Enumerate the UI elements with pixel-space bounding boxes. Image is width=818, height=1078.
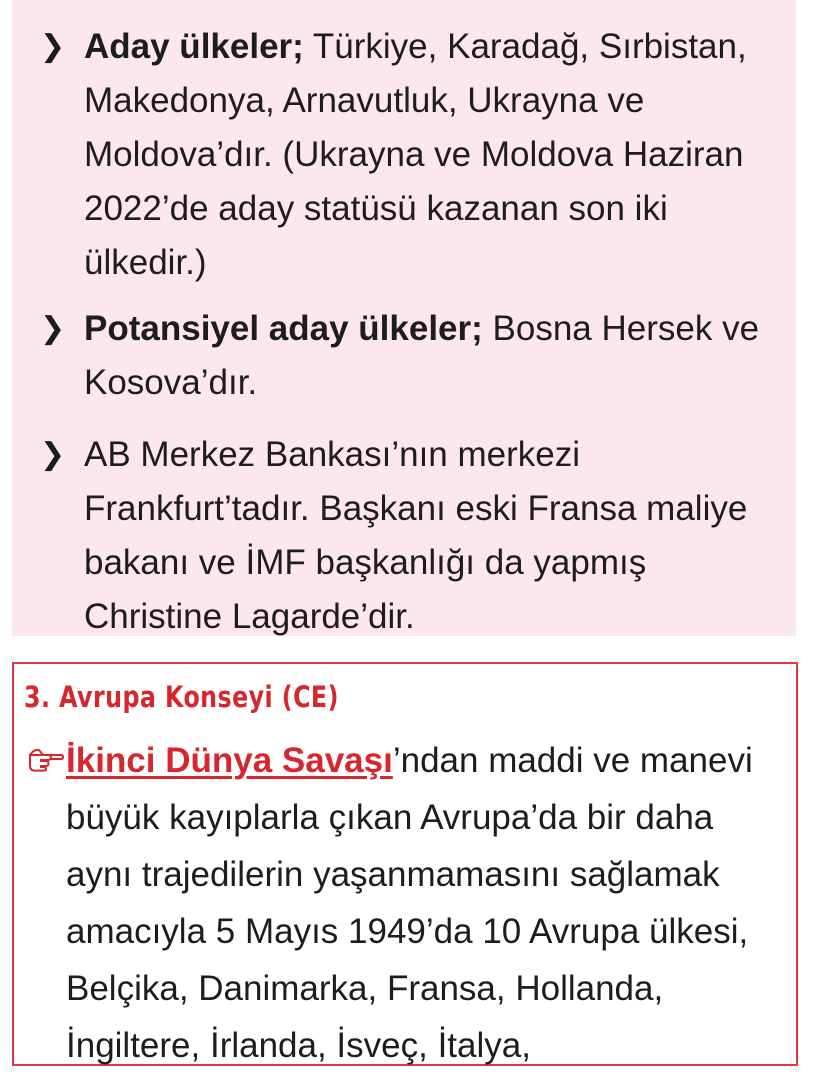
bullet-heading: Potansiyel aday ülkeler; <box>84 309 483 348</box>
chevron-right-icon: ❯ <box>40 438 66 471</box>
bullet-heading: Aday ülkeler; <box>84 27 304 66</box>
bullet-text: Bosna Hersek ve Kosova’dır. <box>84 309 760 402</box>
council-of-europe-section <box>12 662 798 1066</box>
bullet-text: Türkiye, Karadağ, Sırbistan, Makedonya, Arnavutluk, Ukrayna ve Moldova’dır. (Ukrayna ve Moldova Haziran 2022’de aday statüsü kazanan son iki ülkedir.) <box>84 27 747 282</box>
body-text: ’ndan maddi ve manevi büyük kayıplarla çıkan Avrupa’da bir daha aynı trajedilerin yaşanmamasını sağlamak amacıyla 5 Mayıs 1949’da 10 Avrupa ülkesi, Belçika, Danimarka, Fransa, Hollanda, İngiltere, İrlanda, İsveç, İtalya, <box>66 741 753 1065</box>
highlight-term: İkinci Dünya Savaşı <box>66 741 393 780</box>
pointing-hand-icon <box>28 746 64 772</box>
info-panel <box>12 0 796 636</box>
chevron-right-icon: ❯ <box>40 30 66 63</box>
section-title: 3. Avrupa Konseyi (CE) <box>24 680 339 714</box>
chevron-right-icon: ❯ <box>40 312 66 345</box>
bullet-text: AB Merkez Bankası’nın merkezi Frankfurt’tadır. Başkanı eski Fransa maliye bakanı ve İMF başkanlığı da yapmış Christine Lagarde’dir. <box>84 435 748 636</box>
section-body <box>66 732 786 1074</box>
